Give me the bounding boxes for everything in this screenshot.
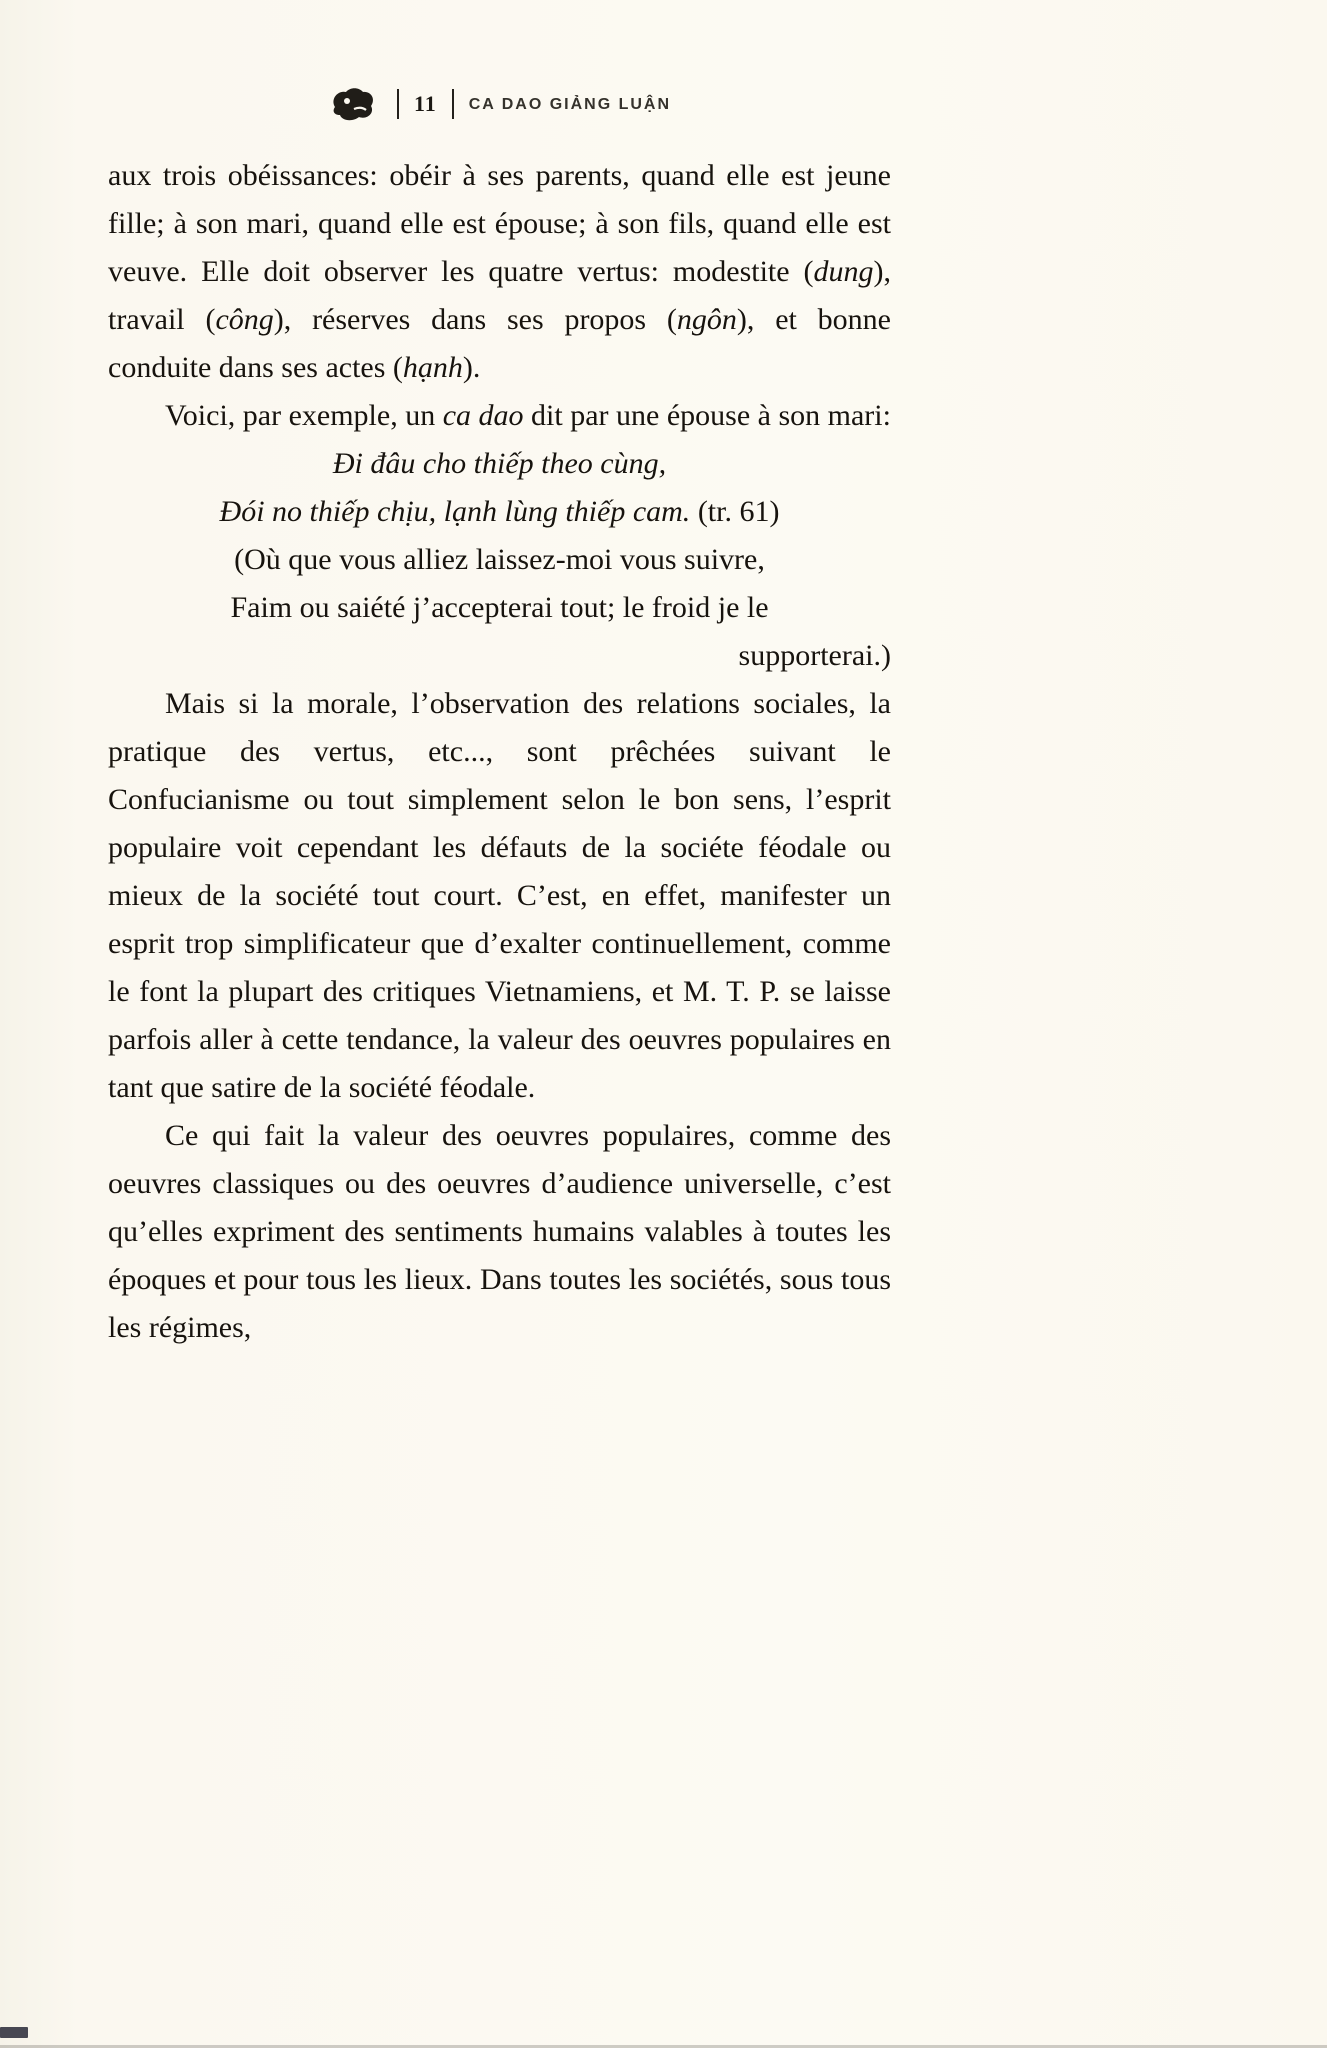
paragraph-voici: Voici, par exemple, un ca dao dit par une épouse à son mari: (165, 399, 891, 432)
paragraph-mais: Mais si la morale, l’observation des relations sociales, la pratique des vertus, etc..., sont prêchées suivant le Confucianisme ou tout simplement selon le bon sens, l’esprit populaire voit cependant les défauts de la sociéte féodale ou mieux de la société tout court. C’est, en effet, manifester un esprit trop simplificateur que d’exalter continuellement, comme le font la plupart des critiques Vietnamiens, et M. T. P. se laisse parfois aller à cette tendance, la valeur des oeuvres populaires en tant que satire de la société féodale. (108, 687, 891, 1104)
book-title: CA DAO GIẢNG LUẬN (468, 96, 672, 113)
verse-block (108, 440, 891, 536)
running-head (108, 86, 891, 122)
page-body (108, 152, 891, 1352)
header-divider (452, 89, 454, 119)
paragraph-obeissances: aux trois obéissances: obéir à ses parents, quand elle est jeune fille; à son mari, quand elle est épouse; à son fils, quand elle est veuve. Elle doit observer les quatre vertus: modestite (dung), travail (công), réserves dans ses propos (ngôn), et bonne conduite dans ses actes (hạnh). (108, 159, 891, 384)
publisher-emblem-icon (328, 86, 378, 122)
verse-line-2: Đói no thiếp chịu, lạnh lùng thiếp cam. (tr. 61) (219, 495, 780, 528)
scan-artifact (0, 2027, 28, 2038)
translation-line-3: supporterai.) (738, 639, 891, 672)
verse-line-1: Đi đâu cho thiếp theo cùng, (332, 447, 667, 480)
translation-block (108, 536, 891, 680)
page-number: 11 (413, 91, 437, 116)
paragraph-ce-qui: Ce qui fait la valeur des oeuvres populaires, comme des oeuvres classiques ou des oeuvres d’audience universelle, c’est qu’elles expriment des sentiments humains valables à toutes les époques et pour tous les lieux. Dans toutes les sociétés, sous tous les régimes, (108, 1119, 891, 1344)
header-divider (397, 89, 399, 119)
translation-line-1: (Où que vous alliez laissez-moi vous suivre, (234, 543, 765, 576)
translation-line-2: Faim ou saiété j’accepterai tout; le froid je le (230, 591, 769, 624)
